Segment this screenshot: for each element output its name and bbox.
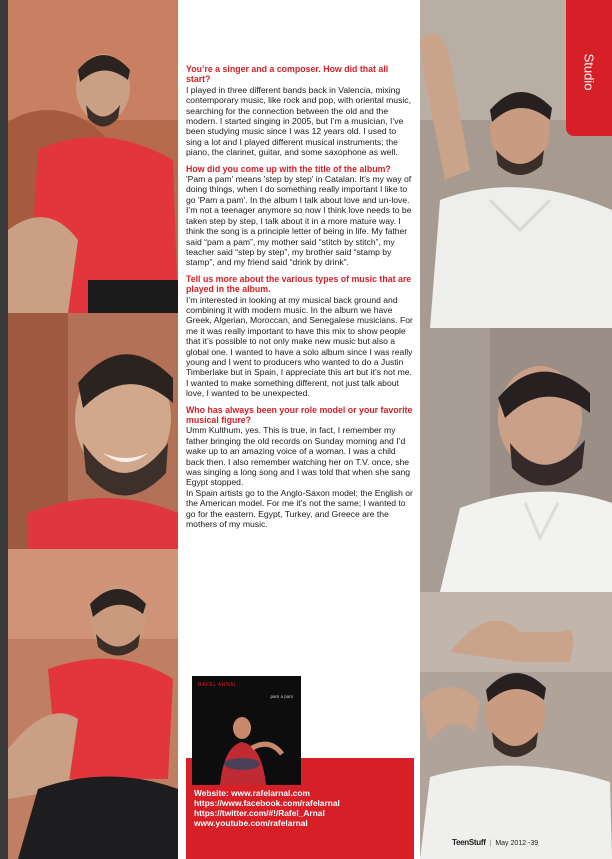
answer-text: Umm Kulthum, yes. This is true, in fact, I remember my father bringing the old records on Sunday morning and I’d wake up to an amazing voice of a woman. I was a child back then. I also remember watching her on T.V. once, she was singing a long song and I was told that when she sang Egypt stopped. In Spain artists go to the Anglo-Saxon model; the English or the American model. For me it’s not the same; I wanted to go for the eastern. Egypt, Turkey, and Greece are the mothers of my music. xyxy=(186,425,413,530)
section-tab xyxy=(566,0,612,136)
album-title: pam a pam xyxy=(270,694,293,699)
facebook-link[interactable]: https://www.facebook.com/rafelarnal xyxy=(194,798,340,808)
qa-block xyxy=(186,274,414,399)
question-heading: Tell us more about the various types of music that are played in the album. xyxy=(186,273,412,295)
interview-article xyxy=(186,64,414,535)
qa-block xyxy=(186,405,414,530)
page-footer xyxy=(452,838,538,847)
section-tab-label: Studio xyxy=(581,53,597,91)
answer-text: I played in three different bands back in Valencia, mixing contemporary music, like rock and pop, with oriental music, searching for the connection between the old and the modern. I started singing in 2005, but I’m a musician, I’ve been studying music since I was 12 years old. I used to sing a lot and I played different musical instruments; the piano, the clarinet, guitar, and some saxophone as well. xyxy=(186,84,411,158)
photo-smiling-closeup xyxy=(8,313,178,549)
photo-hand-on-head xyxy=(420,592,612,859)
youtube-link[interactable]: www.youtube.com/rafelarnal xyxy=(194,818,308,828)
album-cover xyxy=(192,676,301,785)
photo-profile-white-shirt xyxy=(420,328,612,592)
magazine-brand: TeenStuff xyxy=(452,838,486,847)
left-edge-strip xyxy=(0,0,8,859)
photo-red-shirt-side xyxy=(8,0,178,313)
question-heading: How did you come up with the title of the album? xyxy=(186,163,391,174)
answer-text: I’m interested in looking at my musical back ground and combining it with modern music. In the album we have Greek, Algerian, Moroccan, and Senegalese musicians. For me it was really important to have this mix to show people that it’s possible to not only make new music but also a global one. I wanted to have a solo album since I was really young and I went to producers who wanted to do a Justin Timberlake but in Spain, I appreciate this art but it’s not me. I wanted to make something different, not just talk about love, I wanted to be unexpected. xyxy=(186,294,413,399)
answer-text: 'Pam a pam' means 'step by step' in Catalan. It’s my way of doing things, when I do something really important I like to go 'Pam a pam'. In the album I talk about love and un-love. I’m not a teenager anymore so now I think love needs to be taken step by step, I talk about it in a more mature way. I think the song is a principle letter of being in life. My father said “pam a pam”, my mother said “stitch by stitch”, my teacher said “step by step”, my brother said “stamp by stamp”, and my friend said “drink by drink”. xyxy=(186,174,412,268)
photo-crouching xyxy=(8,549,178,859)
qa-block xyxy=(186,64,414,158)
website-link[interactable]: Website: www.rafelarnal.com xyxy=(194,788,310,798)
links-list xyxy=(194,788,340,828)
question-heading: You’re a singer and a composer. How did that all start? xyxy=(186,64,389,85)
footer-separator: | xyxy=(489,840,492,847)
qa-block xyxy=(186,164,414,268)
issue-page: May 2012 -39 xyxy=(495,840,539,847)
twitter-link[interactable]: https://twitter.com/#!/Rafel_Arnal xyxy=(194,808,325,818)
album-art xyxy=(192,676,301,785)
album-artist: RAFEL ARNAL xyxy=(198,682,238,688)
question-heading: Who has always been your role model or your favorite musical figure? xyxy=(186,404,413,425)
